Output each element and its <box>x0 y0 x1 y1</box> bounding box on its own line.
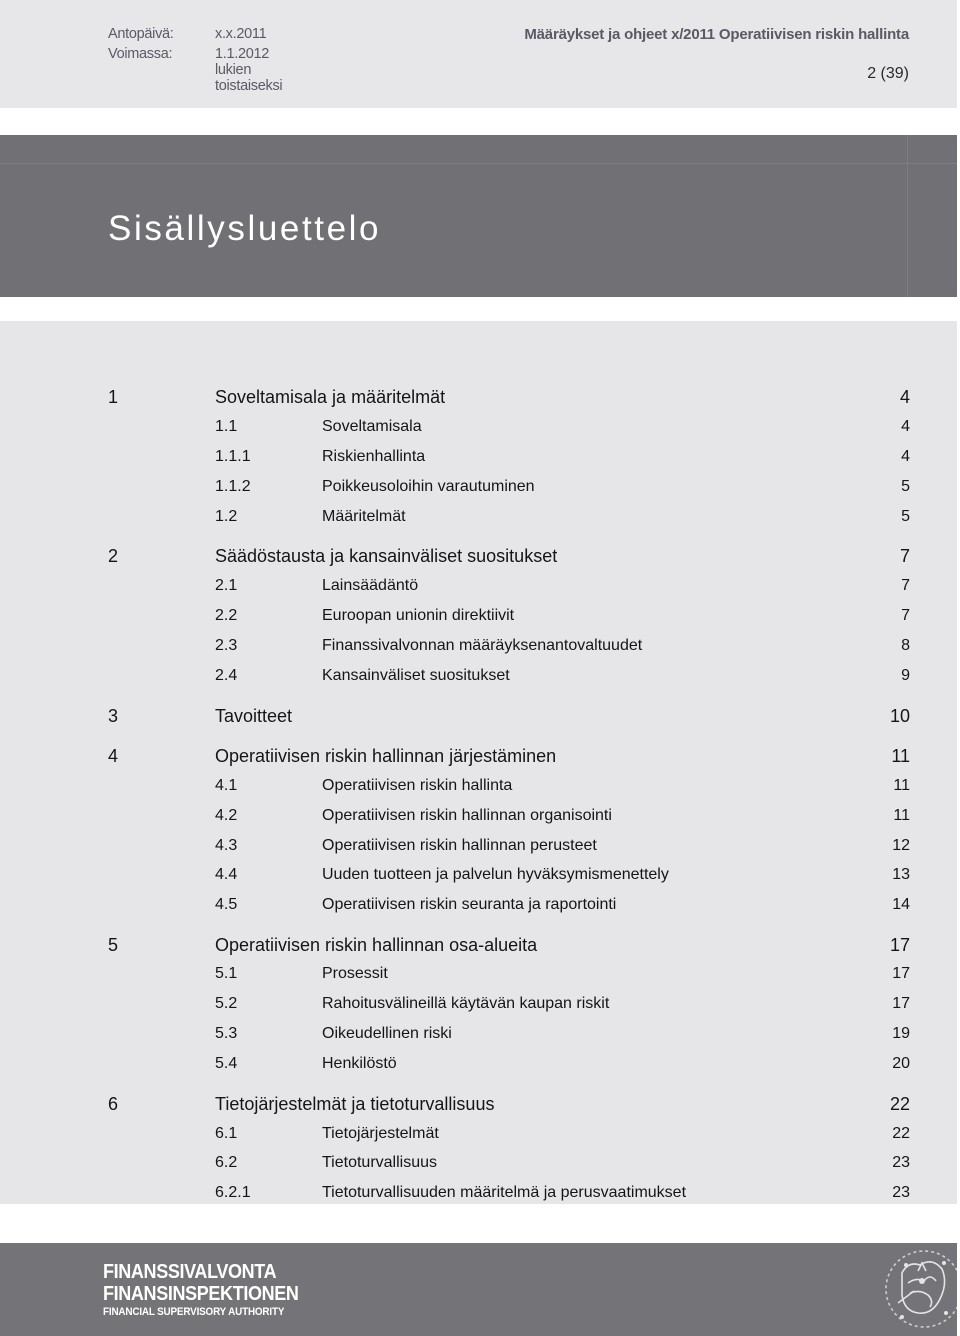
toc-entry-title: Finanssivalvonnan määräyksenantovaltuudet <box>322 637 643 654</box>
toc-entry-title: Operatiivisen riskin hallinnan järjestäminen <box>215 746 557 766</box>
toc-entry-page: 22 <box>892 1125 910 1142</box>
toc-entry-number: 2.3 <box>215 637 238 654</box>
toc-entry-page: 14 <box>892 896 910 913</box>
toc-entry-number: 2.4 <box>215 667 238 684</box>
toc-entry-number: 1.2 <box>215 508 238 525</box>
toc-entry-page: 12 <box>892 837 910 854</box>
toc-entry-title: Operatiivisen riskin hallinnan organisointi <box>322 807 612 824</box>
logo-line-swedish: FINANSINSPEKTIONEN <box>103 1283 299 1305</box>
toc-entry[interactable] <box>108 418 910 444</box>
toc-entry-title: Oikeudellinen riski <box>322 1025 452 1042</box>
toc-entry[interactable] <box>108 807 910 833</box>
title-band-rule <box>0 163 957 164</box>
toc-entry[interactable] <box>108 777 910 803</box>
toc-entry-number: 5 <box>108 935 119 955</box>
toc-entry-title: Kansainväliset suositukset <box>322 667 510 684</box>
toc-entry-title: Poikkeusoloihin varautuminen <box>322 478 535 495</box>
toc-entry-page: 20 <box>892 1055 910 1072</box>
toc-entry[interactable] <box>108 637 910 663</box>
toc-entry-page: 9 <box>901 667 910 684</box>
logo-line-english: FINANCIAL SUPERVISORY AUTHORITY <box>103 1306 285 1318</box>
toc-entry-page: 4 <box>901 418 910 435</box>
toc-entry-page: 11 <box>893 777 910 794</box>
toc-entry-page: 5 <box>901 478 910 495</box>
toc-entry-number: 6.2 <box>215 1154 238 1171</box>
toc-entry-number: 3 <box>108 706 119 726</box>
toc-entry-page: 17 <box>889 935 910 955</box>
toc-entry-title: Operatiivisen riskin hallinta <box>322 777 513 794</box>
toc-entry-number: 1.1.1 <box>215 448 251 465</box>
toc-entry-title: Tavoitteet <box>215 706 293 726</box>
toc-entry-title: Riskienhallinta <box>322 448 426 465</box>
toc-entry-page: 7 <box>901 607 910 624</box>
toc-entry-page: 23 <box>892 1184 910 1201</box>
toc-entry-number: 6.2.1 <box>215 1184 251 1201</box>
toc-entry-number: 4 <box>108 746 119 766</box>
toc-entry-title: Tietojärjestelmät <box>322 1125 439 1142</box>
toc-entry-number: 1.1.2 <box>215 478 251 495</box>
toc-entry-number: 6 <box>108 1094 119 1114</box>
toc-title-band <box>0 135 957 297</box>
page-footer <box>0 1243 957 1336</box>
toc-entry-number: 5.3 <box>215 1025 238 1042</box>
toc-entry[interactable] <box>108 546 910 572</box>
toc-entry-number: 4.2 <box>215 807 238 824</box>
toc-entry-page: 17 <box>892 965 910 982</box>
toc-entry-title: Tietoturvallisuuden määritelmä ja perusvaatimukset <box>322 1184 687 1201</box>
toc-entry-title: Tietojärjestelmät ja tietoturvallisuus <box>215 1094 495 1114</box>
toc-entry[interactable] <box>108 1055 910 1081</box>
toc-entry-number: 4.3 <box>215 837 238 854</box>
toc-entry-page: 4 <box>899 387 910 407</box>
toc-entry-title: Soveltamisala ja määritelmät <box>215 387 446 407</box>
toc-entry[interactable] <box>108 577 910 603</box>
toc-entry-page: 4 <box>901 448 910 465</box>
toc-title: Sisällysluettelo <box>108 209 382 248</box>
toc-entry-number: 4.1 <box>215 777 238 794</box>
toc-entry-title: Määritelmät <box>322 508 406 525</box>
toc-entry[interactable] <box>108 965 910 991</box>
toc-entry[interactable] <box>108 508 910 534</box>
toc-entry-number: 2.2 <box>215 607 238 624</box>
toc-entry[interactable] <box>108 935 910 961</box>
toc-entry[interactable] <box>108 1154 910 1180</box>
page-header <box>0 0 957 108</box>
toc-entry[interactable] <box>108 607 910 633</box>
authority-logo <box>103 1261 320 1319</box>
toc-entry-number: 5.4 <box>215 1055 238 1072</box>
toc-entry-number: 2 <box>108 546 119 566</box>
toc-entry-title: Operatiivisen riskin hallinnan perusteet <box>322 837 597 854</box>
toc-entry[interactable] <box>108 667 910 693</box>
toc-entry-title: Tietoturvallisuus <box>322 1154 438 1171</box>
toc-entry[interactable] <box>108 1094 910 1120</box>
toc-entry-title: Operatiivisen riskin seuranta ja raportointi <box>322 896 617 913</box>
page-number: 2 (39) <box>867 65 909 82</box>
toc-entry-page: 10 <box>889 706 910 726</box>
issue-date-value: x.x.2011 <box>215 26 267 42</box>
toc-entry[interactable] <box>108 896 910 922</box>
toc-entry[interactable] <box>108 866 910 892</box>
toc-entry-number: 2.1 <box>215 577 238 594</box>
toc-entry[interactable] <box>108 837 910 863</box>
toc-entry-title: Lainsäädäntö <box>322 577 419 594</box>
toc-entry[interactable] <box>108 448 910 474</box>
toc-entry[interactable] <box>108 1184 910 1210</box>
toc-entry[interactable] <box>108 746 910 772</box>
toc-entry-number: 5.1 <box>215 965 238 982</box>
toc-entry-title: Soveltamisala <box>322 418 422 435</box>
toc-entry-page: 7 <box>901 577 910 594</box>
toc-entry-title: Säädöstausta ja kansainväliset suositukset <box>215 546 558 566</box>
toc-entry-title: Prosessit <box>322 965 388 982</box>
toc-entry-title: Rahoitusvälineillä käytävän kaupan riskit <box>322 995 610 1012</box>
toc-entry-number: 5.2 <box>215 995 238 1012</box>
toc-entry[interactable] <box>108 995 910 1021</box>
toc-entry-number: 1 <box>108 387 119 407</box>
toc-entry[interactable] <box>108 1025 910 1051</box>
toc-entry-number: 1.1 <box>215 418 238 435</box>
toc-entry-number: 4.5 <box>215 896 238 913</box>
toc-entry-page: 8 <box>901 637 910 654</box>
toc-entry-number: 6.1 <box>215 1125 238 1142</box>
title-band-vertical-rule <box>907 135 908 297</box>
logo-line-finnish: FINANSSIVALVONTA <box>103 1261 277 1283</box>
toc-entry-page: 11 <box>893 807 910 824</box>
document-title: Määräykset ja ohjeet x/2011 Operatiivisen riskin hallinta <box>524 26 909 43</box>
toc-entry-page: 13 <box>892 866 910 883</box>
toc-entry-page: 19 <box>892 1025 910 1042</box>
valid-from-value: 1.1.2012 lukien toistaiseksi <box>215 46 283 94</box>
toc-entry-page: 22 <box>889 1094 910 1114</box>
toc-entry-title: Uuden tuotteen ja palvelun hyväksymismenettely <box>322 866 669 883</box>
toc-entry-page: 23 <box>892 1154 910 1171</box>
toc-entry[interactable] <box>108 387 910 413</box>
toc-entry[interactable] <box>108 1125 910 1151</box>
valid-from-label: Voimassa: <box>108 46 173 62</box>
lion-coat-of-arms-icon <box>858 1243 957 1336</box>
toc-entry-page: 5 <box>901 508 910 525</box>
toc-entry-title: Operatiivisen riskin hallinnan osa-alueita <box>215 935 538 955</box>
toc-entry-number: 4.4 <box>215 866 238 883</box>
toc-entry-title: Henkilöstö <box>322 1055 397 1072</box>
toc-entry-page: 17 <box>892 995 910 1012</box>
toc-entry[interactable] <box>108 706 910 732</box>
toc-entry-page: 11 <box>891 746 910 766</box>
toc-entry-page: 7 <box>899 546 910 566</box>
issue-date-label: Antopäivä: <box>108 26 174 42</box>
toc-entry[interactable] <box>108 478 910 504</box>
toc-entry-title: Euroopan unionin direktiivit <box>322 607 515 624</box>
